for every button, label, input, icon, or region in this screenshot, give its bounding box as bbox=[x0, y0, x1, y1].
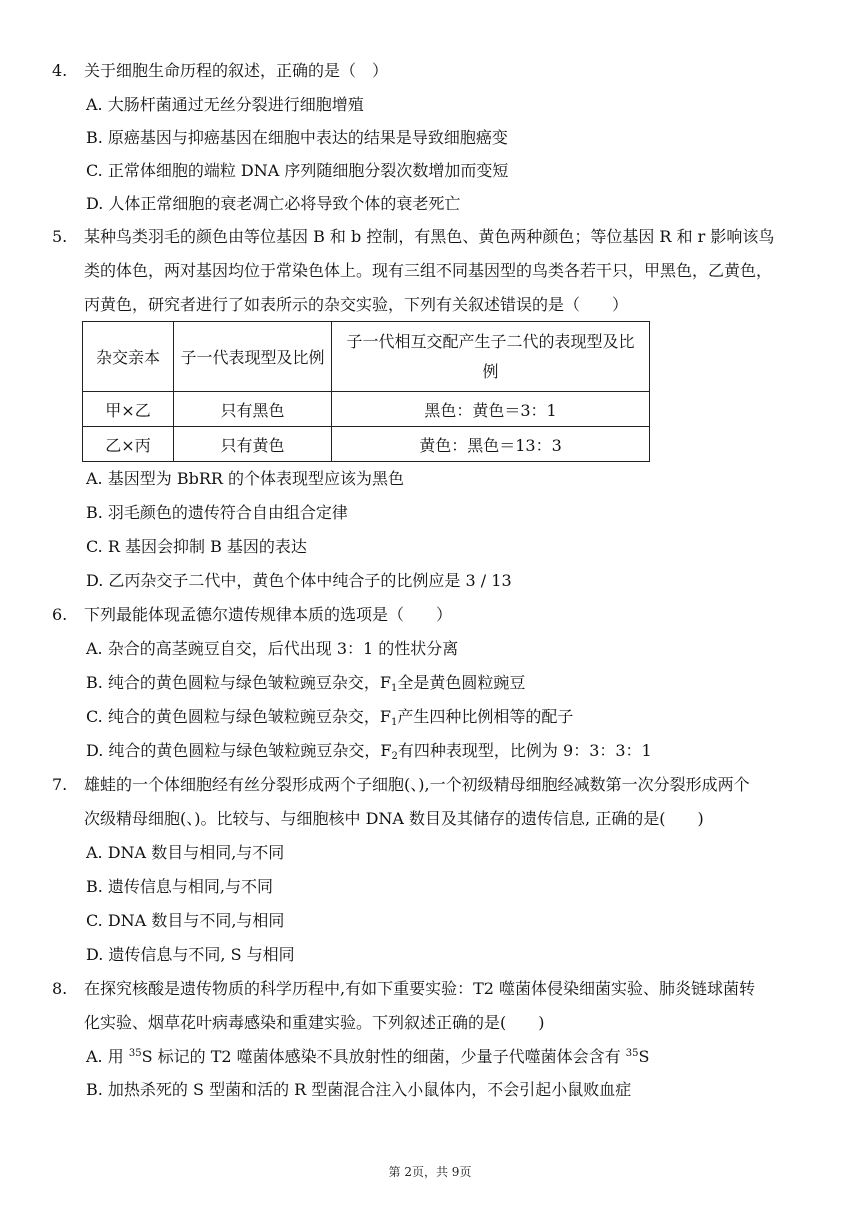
table-header-cell bbox=[332, 322, 650, 392]
question-stem-line: 在探究核酸是遗传物质的科学历程中,有如下重要实验：T2 噬菌体侵染细菌实验、肺炎链球菌转 bbox=[84, 979, 756, 998]
option-b: B. 遗传信息与相同,与不同 bbox=[86, 877, 274, 896]
question-stem-line: 类的体色，两对基因均位于常染色体上。现有三组不同基因型的鸟类各若干只，甲黑色，乙黄色， bbox=[84, 261, 773, 280]
question-stem-line: 雄蛙的一个体细胞经有丝分裂形成两个子细胞(、),一个初级精母细胞经减数第一次分裂形成两个 bbox=[84, 775, 750, 794]
table-cell: 黄色：黑色＝13：3 bbox=[332, 427, 650, 462]
table-cell: 黑色：黄色＝3：1 bbox=[332, 392, 650, 427]
option-a: A. DNA 数目与相同,与不同 bbox=[86, 843, 285, 862]
option-b: B. 原癌基因与抑癌基因在细胞中表达的结果是导致细胞癌变 bbox=[86, 128, 508, 147]
option-b: B. 加热杀死的 S 型菌和活的 R 型菌混合注入小鼠体内，不会引起小鼠败血症 bbox=[86, 1080, 632, 1099]
table-row bbox=[83, 392, 650, 427]
table-cell: 只有黑色 bbox=[174, 392, 332, 427]
option-d: D. 人体正常细胞的衰老凋亡必将导致个体的衰老死亡 bbox=[86, 194, 461, 213]
question-stem: 下列最能体现孟德尔遗传规律本质的选项是（ ） bbox=[84, 605, 453, 624]
question-number: 8. bbox=[52, 979, 68, 998]
table-header-cell: 子一代表现型及比例 bbox=[174, 322, 332, 392]
option-a: A. 大肠杆菌通过无丝分裂进行细胞增殖 bbox=[86, 95, 364, 114]
option-text: S 标记的 T2 噬菌体感染不具放射性的细菌，少量子代噬菌体会含有 bbox=[141, 1047, 626, 1066]
option-text: 有四种表现型，比例为 9：3：3：1 bbox=[397, 741, 652, 760]
option-c: C. DNA 数目与不同,与相同 bbox=[86, 911, 285, 930]
question-number: 4. bbox=[52, 61, 68, 80]
header-text-line: 例 bbox=[482, 361, 499, 381]
table-cell: 乙×丙 bbox=[83, 427, 174, 462]
option-text: C. 纯合的黄色圆粒与绿色皱粒豌豆杂交，F bbox=[86, 707, 391, 726]
header-text-line: 子一代相互交配产生子二代的表现型及比 bbox=[346, 331, 635, 351]
table-header-cell: 杂交亲本 bbox=[83, 322, 174, 392]
page-footer: 第 2页，共 9页 bbox=[388, 1165, 472, 1179]
superscript: 35 bbox=[625, 1048, 639, 1059]
option-a: A. 基因型为 BbRR 的个体表现型应该为黑色 bbox=[86, 469, 404, 488]
question-stem-line: 某种鸟类羽毛的颜色由等位基因 B 和 b 控制，有黑色、黄色两种颜色；等位基因 R 和 r 影响该鸟 bbox=[84, 227, 775, 246]
question-stem-line: 丙黄色，研究者进行了如表所示的杂交实验，下列有关叙述错误的是（ ） bbox=[84, 295, 629, 314]
question-number: 6. bbox=[52, 605, 68, 624]
option-a: A. 杂合的高茎豌豆自交，后代出现 3：1 的性状分离 bbox=[86, 639, 459, 658]
option-text: A. 用 bbox=[86, 1047, 129, 1066]
option-text: 全是黄色圆粒豌豆 bbox=[397, 673, 526, 692]
subscript: 1 bbox=[391, 683, 398, 694]
option-b: B. 羽毛颜色的遗传符合自由组合定律 bbox=[86, 503, 348, 522]
table-header-row bbox=[83, 322, 650, 392]
option-d bbox=[86, 741, 652, 761]
option-text: 产生四种比例相等的配子 bbox=[397, 707, 574, 726]
question-number: 7. bbox=[52, 775, 68, 794]
option-c bbox=[86, 707, 573, 727]
subscript: 1 bbox=[390, 717, 398, 728]
option-d: D. 乙丙杂交子二代中，黄色个体中纯合子的比例应是 3 / 13 bbox=[86, 571, 512, 590]
option-b bbox=[86, 673, 525, 693]
table-row bbox=[83, 427, 650, 462]
option-a bbox=[86, 1047, 649, 1067]
question-stem-line: 次级精母细胞(、)。比较与、与细胞核中 DNA 数目及其储存的遗传信息, 正确的是( ) bbox=[84, 809, 704, 828]
question-number: 5. bbox=[52, 227, 68, 246]
table-cell: 甲×乙 bbox=[83, 392, 174, 427]
option-d: D. 遗传信息与不同, S 与相同 bbox=[86, 945, 295, 964]
option-c: C. R 基因会抑制 B 基因的表达 bbox=[86, 537, 307, 556]
option-c: C. 正常体细胞的端粒 DNA 序列随细胞分裂次数增加而变短 bbox=[86, 161, 509, 180]
option-text: S bbox=[638, 1047, 650, 1066]
subscript: 2 bbox=[391, 751, 398, 762]
superscript: 35 bbox=[128, 1048, 142, 1059]
question-stem-line: 化实验、烟草花叶病毒感染和重建实验。下列叙述正确的是( ) bbox=[84, 1013, 545, 1032]
option-text: B. 纯合的黄色圆粒与绿色皱粒豌豆杂交，F bbox=[86, 673, 392, 692]
question-stem: 关于细胞生命历程的叙述，正确的是（ ） bbox=[84, 61, 389, 80]
option-text: D. 纯合的黄色圆粒与绿色皱粒豌豆杂交，F bbox=[86, 741, 392, 760]
cross-experiment-table bbox=[82, 321, 650, 462]
table-cell: 只有黄色 bbox=[174, 427, 332, 462]
